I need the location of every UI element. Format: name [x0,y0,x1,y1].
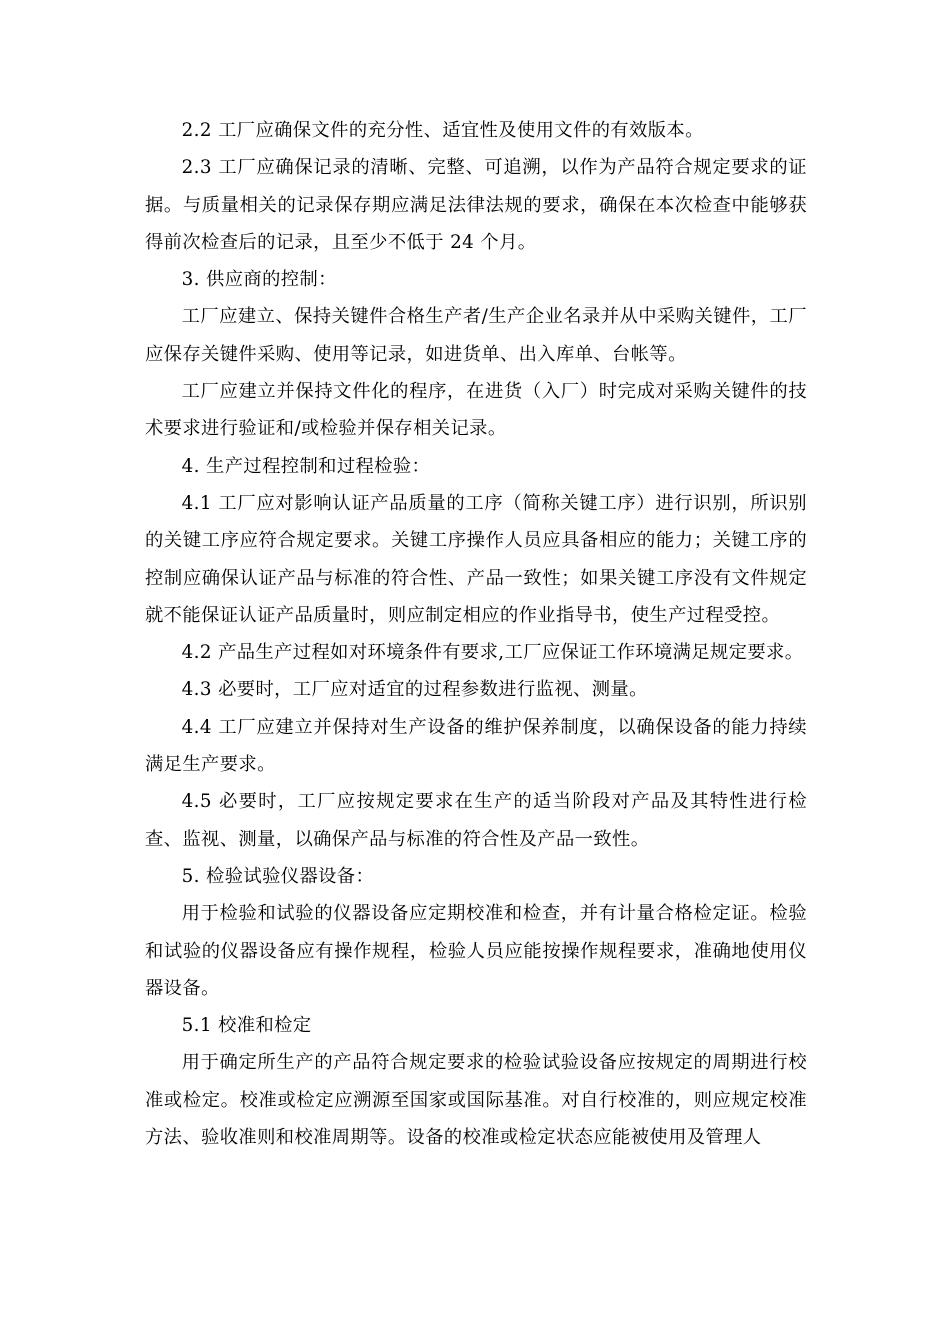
paragraph-4-5: 4.5 必要时，工厂应按规定要求在生产的适当阶段对产品及其特性进行检查、监视、测量，以确保产品与标准的符合性及产品一致性。 [145,791,807,850]
heading-process-control: 4. 生产过程控制和过程检验： [181,455,431,477]
paragraph-supplier-list: 工厂应建立、保持关键件合格生产者/生产企业名录并从中采购关键件，工厂应保存关键件采购、使用等记录，如进货单、出入库单、台帐等。 [145,306,807,365]
paragraph-2-2: 2.2 工厂应确保文件的充分性、适宜性及使用文件的有效版本。 [181,120,704,141]
heading-supplier-control: 3. 供应商的控制： [181,269,337,291]
paragraph-5-1-body: 用于确定所生产的产品符合规定要求的检验试验设备应按规定的周期进行校准或检定。校准或检定应溯源至国家或国际基准。对自行校准的，则应规定校准方法、验收准则和校准周期等。设备的校准或检定状态应能被使用及管理人 [145,1052,807,1149]
paragraph-4-4: 4.4 工厂应建立并保持对生产设备的维护保养制度，以确保设备的能力持续满足生产要求。 [145,716,807,776]
heading-5-1: 5.1 校准和检定 [181,1015,312,1037]
heading-test-equipment: 5. 检验试验仪器设备： [181,865,375,887]
paragraph-4-1: 4.1 工厂应对影响认证产品质量的工序（简称关键工序）进行识别，所识别的关键工序应符合规定要求。关键工序操作人员应具备相应的能力；关键工序的控制应确保认证产品与标准的符合性、产品一致性；如果关键工序没有文件规定就不能保证认证产品质量时，则应制定相应的作业指导书，使生产过程受控。 [145,492,807,626]
paragraph-4-3: 4.3 必要时，工厂应对适宜的过程参数进行监视、测量。 [181,679,648,701]
document-page [145,112,807,1156]
paragraph-equipment-calibration: 用于检验和试验的仪器设备应定期校准和检查，并有计量合格检定证。检验和试验的仪器设备应有操作规程，检验人员应能按操作规程要求，准确地使用仪器设备。 [145,903,807,999]
paragraph-incoming-inspection: 工厂应建立并保持文件化的程序，在进货（入厂）时完成对采购关键件的技术要求进行验证和/或检验并保存相关记录。 [145,381,807,440]
paragraph-4-2: 4.2 产品生产过程如对环境条件有要求,工厂应保证工作环境满足规定要求。 [181,642,804,664]
paragraph-2-3: 2.3 工厂应确保记录的清晰、完整、可追溯，以作为产品符合规定要求的证据。与质量相关的记录保存期应满足法律法规的要求，确保在本次检查中能够获得前次检查后的记录，且至少不低于 24 个月。 [145,157,807,253]
